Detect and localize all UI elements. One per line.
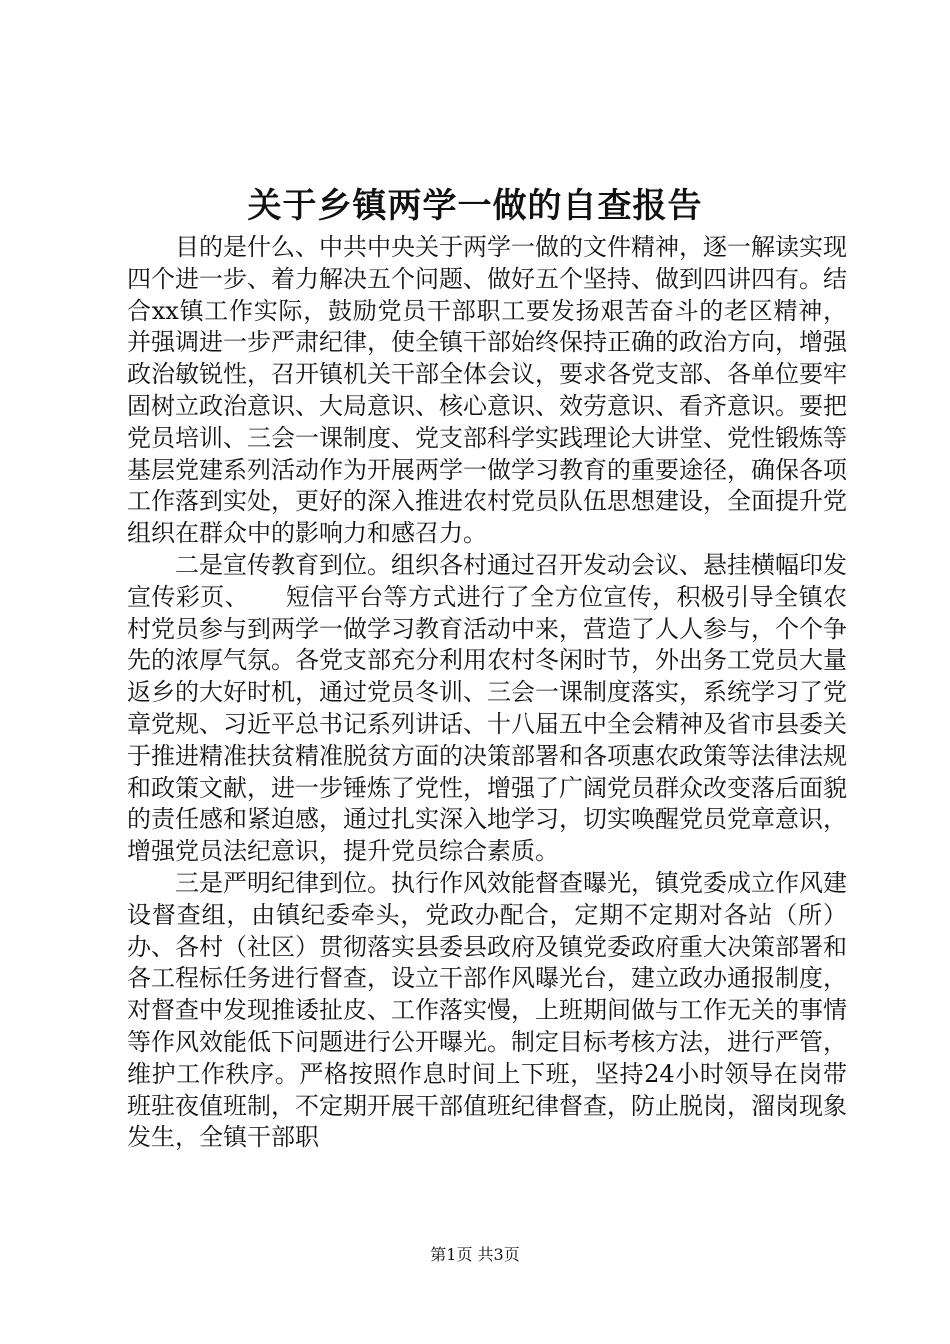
document-body <box>127 232 847 1154</box>
document-title: 关于乡镇两学一做的自查报告 <box>247 186 703 226</box>
paragraph-discipline: 三是严明纪律到位。执行作风效能督查曝光，镇党委成立作风建设督查组，由镇纪委牵头，党政办配合，定期不定期对各站（所）办、各村（社区）贯彻落实县委县政府及镇党委政府重大决策部署和各工程标任务进行督查，设立干部作风曝光台，建立政办通报制度，对督查中发现推诿扯皮、工作落实慢，上班期间做与工作无关的事情等作风效能低下问题进行公开曝光。制定目标考核方法，进行严管，维护工作秩序。严格按照作息时间上下班，坚持24小时领导在岗带班驻夜值班制，不定期开展干部值班纪律督查，防止脱岗，溜岗现象发生，全镇干部职 <box>127 868 847 1152</box>
paragraph-publicity: 二是宣传教育到位。组织各村通过召开发动会议、悬挂横幅印发宣传彩页、 短信平台等方式进行了全方位宣传，积极引导全镇农村党员参与到两学一做学习教育活动中来，营造了人人参与，个个争先的浓厚气氛。各党支部充分利用农村冬闲时节，外出务工党员大量返乡的大好时机，通过党员冬训、三会一课制度落实，系统学习了党章党规、习近平总书记系列讲话、十八届五中全会精神及省市县委关于推进精准扶贫精准脱贫方面的决策部署和各项惠农政策等法律法规和政策文献，进一步锤炼了党性，增强了广阔党员群众改变落后面貌的责任感和紧迫感，通过扎实深入地学习，切实唤醒党员党章意识，增强党员法纪意识，提升党员综合素质。 <box>127 550 847 866</box>
page-number-footer: 第1页 共3页 <box>430 1245 520 1264</box>
paragraph-intro: 目的是什么、中共中央关于两学一做的文件精神，逐一解读实现四个进一步、着力解决五个问题、做好五个坚持、做到四讲四有。结合xx镇工作实际，鼓励党员干部职工要发扬艰苦奋斗的老区精神，并强调进一步严肃纪律，使全镇干部始终保持正确的政治方向，增强政治敏锐性，召开镇机关干部全体会议，要求各党支部、各单位要牢固树立政治意识、大局意识、核心意识、效劳意识、看齐意识。要把党员培训、三会一课制度、党支部科学实践理论大讲堂、党性锻炼等基层党建系列活动作为开展两学一做学习教育的重要途径，确保各项工作落到实处，更好的深入推进农村党员队伍思想建设，全面提升党组织在群众中的影响力和感召力。 <box>127 233 847 548</box>
